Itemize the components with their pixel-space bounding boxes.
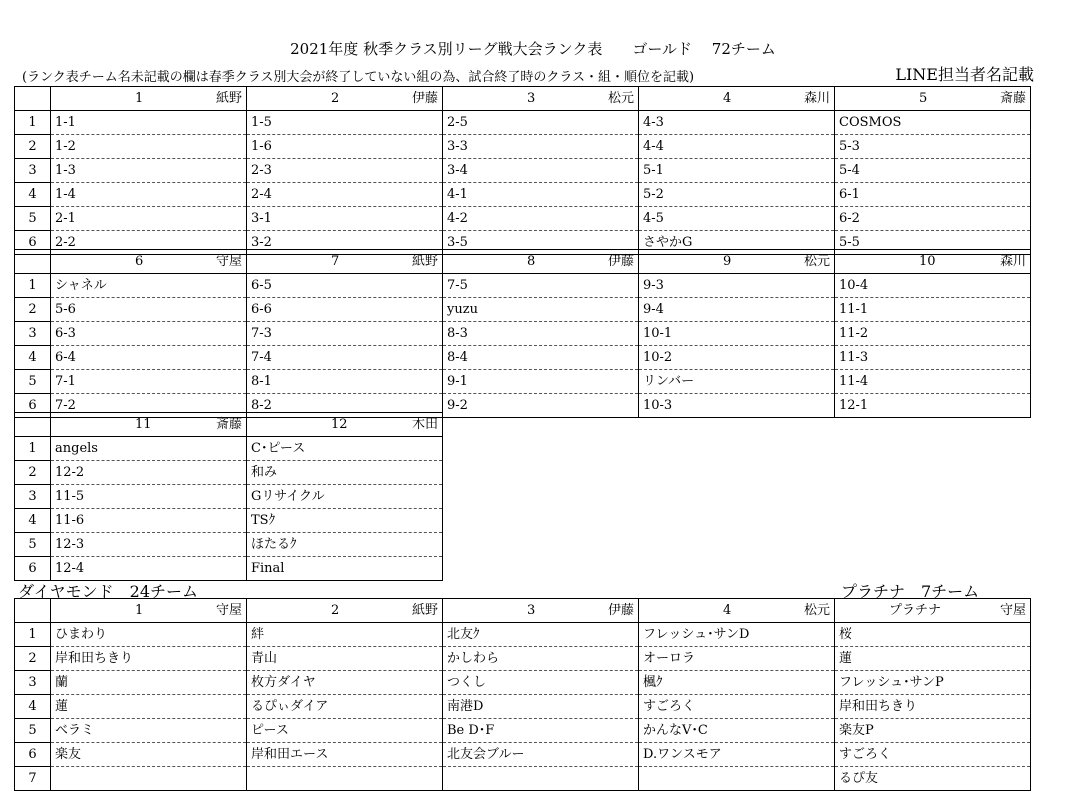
team-cell: 11-2	[835, 322, 1031, 346]
team-cell: フレッシュ･サンD	[639, 623, 835, 647]
group-manager: 松元	[607, 90, 634, 106]
group-header	[639, 599, 835, 623]
team-cell: 6-5	[247, 274, 443, 298]
group-number: プラチナ	[889, 602, 942, 618]
rank-cell: 5	[15, 207, 51, 231]
team-cell: 5-1	[639, 159, 835, 183]
team-cell: オーロラ	[639, 647, 835, 671]
platinum-section-label: プラチナ 7チーム	[841, 582, 980, 601]
table-row	[15, 485, 443, 509]
table-row	[15, 322, 1031, 346]
team-cell: 4-3	[639, 111, 835, 135]
team-cell: 北友会ブルー	[443, 743, 639, 767]
header-corner	[15, 599, 51, 623]
team-cell: 6-6	[247, 298, 443, 322]
team-cell: 楓ｸ	[639, 671, 835, 695]
rank-cell: 1	[15, 623, 51, 647]
group-manager: 守屋	[215, 253, 242, 269]
team-cell: シャネル	[51, 274, 247, 298]
team-cell: 12-3	[51, 533, 247, 557]
table-row	[15, 159, 1031, 183]
group-number: 3	[527, 90, 536, 106]
team-cell: 7-5	[443, 274, 639, 298]
group-number: 12	[331, 416, 348, 432]
table-row	[15, 111, 1031, 135]
group-number: 4	[723, 602, 732, 618]
team-cell: 4-5	[639, 207, 835, 231]
table-row	[15, 461, 443, 485]
rank-cell: 1	[15, 437, 51, 461]
team-cell: 2-4	[247, 183, 443, 207]
team-cell: かんなV･C	[639, 719, 835, 743]
team-cell: 10-4	[835, 274, 1031, 298]
team-cell: リンバー	[639, 370, 835, 394]
team-cell: 6-2	[835, 207, 1031, 231]
team-cell: 2-1	[51, 207, 247, 231]
rank-cell: 6	[15, 557, 51, 581]
team-cell: 5-6	[51, 298, 247, 322]
team-cell: 5-4	[835, 159, 1031, 183]
team-cell: 桜	[835, 623, 1031, 647]
table-row	[15, 437, 443, 461]
rank-cell: 4	[15, 346, 51, 370]
group-header	[835, 87, 1031, 111]
team-cell: 1-4	[51, 183, 247, 207]
table-row	[15, 557, 443, 581]
team-cell: 3-4	[443, 159, 639, 183]
group-number: 6	[135, 253, 144, 269]
team-cell: 蘭	[51, 671, 247, 695]
diamond-table	[14, 598, 1031, 791]
group-manager: 森川	[999, 253, 1026, 269]
header-corner	[15, 413, 51, 437]
rank-cell: 5	[15, 719, 51, 743]
team-cell: 3-5	[443, 231, 639, 255]
gold-table-row1	[14, 86, 1031, 255]
group-number: 7	[331, 253, 340, 269]
group-header	[247, 87, 443, 111]
rank-cell: 6	[15, 231, 51, 255]
rank-cell: 1	[15, 111, 51, 135]
group-manager: 伊藤	[607, 602, 634, 618]
group-number: 5	[919, 90, 928, 106]
team-cell: Be D･F	[443, 719, 639, 743]
gold-table-row2	[14, 249, 1031, 418]
team-cell: ひまわり	[51, 623, 247, 647]
team-cell: フレッシュ･サンP	[835, 671, 1031, 695]
team-cell: 南港D	[443, 695, 639, 719]
group-header	[835, 599, 1031, 623]
team-cell: 8-2	[247, 394, 443, 418]
page-title: 2021年度 秋季クラス別リーグ戦大会ランク表 ゴールド 72チーム	[290, 40, 776, 58]
group-header	[639, 87, 835, 111]
rank-cell: 3	[15, 485, 51, 509]
team-cell: 11-1	[835, 298, 1031, 322]
table-row	[15, 135, 1031, 159]
team-cell: 11-3	[835, 346, 1031, 370]
team-cell: 5-5	[835, 231, 1031, 255]
group-number: 8	[527, 253, 536, 269]
group-number: 10	[919, 253, 936, 269]
team-cell: 7-1	[51, 370, 247, 394]
team-cell: るぴ友	[835, 767, 1031, 791]
team-cell	[247, 767, 443, 791]
team-cell: 5-2	[639, 183, 835, 207]
team-cell: 6-1	[835, 183, 1031, 207]
header-corner	[15, 250, 51, 274]
team-cell: ほたるｸ	[247, 533, 443, 557]
group-number: 9	[723, 253, 732, 269]
team-cell: 12-4	[51, 557, 247, 581]
team-cell: 10-3	[639, 394, 835, 418]
team-cell: 5-3	[835, 135, 1031, 159]
table-row	[15, 346, 1031, 370]
group-number: 11	[135, 416, 152, 432]
team-cell: 9-3	[639, 274, 835, 298]
team-cell: 3-1	[247, 207, 443, 231]
group-manager: 森川	[803, 90, 830, 106]
header-corner	[15, 87, 51, 111]
team-cell: 2-3	[247, 159, 443, 183]
rank-cell: 5	[15, 533, 51, 557]
table-row	[15, 647, 1031, 671]
team-cell: 2-2	[51, 231, 247, 255]
table-row	[15, 298, 1031, 322]
group-manager: 斎藤	[215, 416, 242, 432]
team-cell: 岸和田ちきり	[51, 647, 247, 671]
team-cell: C･ピース	[247, 437, 443, 461]
team-cell: つくし	[443, 671, 639, 695]
team-cell: 8-4	[443, 346, 639, 370]
group-manager: 木田	[411, 416, 438, 432]
group-header	[639, 250, 835, 274]
team-cell: 10-1	[639, 322, 835, 346]
group-header	[247, 250, 443, 274]
team-cell: 楽友	[51, 743, 247, 767]
team-cell: 6-3	[51, 322, 247, 346]
team-cell: 12-2	[51, 461, 247, 485]
group-number: 1	[135, 90, 144, 106]
team-cell: 4-4	[639, 135, 835, 159]
team-cell	[639, 767, 835, 791]
group-header	[247, 599, 443, 623]
group-manager: 紙野	[411, 253, 438, 269]
team-cell: かしわら	[443, 647, 639, 671]
team-cell: 4-1	[443, 183, 639, 207]
team-cell: 2-5	[443, 111, 639, 135]
rank-cell: 6	[15, 394, 51, 418]
rank-cell: 7	[15, 767, 51, 791]
team-cell: 絆	[247, 623, 443, 647]
group-number: 2	[331, 602, 340, 618]
team-cell: 楽友P	[835, 719, 1031, 743]
rank-cell: 3	[15, 322, 51, 346]
team-cell: 7-3	[247, 322, 443, 346]
group-manager: 守屋	[215, 602, 242, 618]
group-header	[443, 250, 639, 274]
team-cell: 岸和田ちきり	[835, 695, 1031, 719]
table-row	[15, 695, 1031, 719]
team-cell: ベラミ	[51, 719, 247, 743]
table-row	[15, 719, 1031, 743]
team-cell: 1-1	[51, 111, 247, 135]
group-manager: 紙野	[411, 602, 438, 618]
table-row	[15, 671, 1031, 695]
team-cell: 8-3	[443, 322, 639, 346]
group-header	[51, 250, 247, 274]
team-cell: すごろく	[639, 695, 835, 719]
gold-table-row3	[14, 412, 443, 581]
rank-cell: 4	[15, 695, 51, 719]
group-manager: 守屋	[999, 602, 1026, 618]
team-cell: 6-4	[51, 346, 247, 370]
rank-cell: 3	[15, 671, 51, 695]
team-cell: 8-1	[247, 370, 443, 394]
table-row	[15, 183, 1031, 207]
team-cell: 和み	[247, 461, 443, 485]
team-cell: angels	[51, 437, 247, 461]
rank-cell: 6	[15, 743, 51, 767]
team-cell: 11-5	[51, 485, 247, 509]
team-cell: 11-6	[51, 509, 247, 533]
group-manager: 斎藤	[999, 90, 1026, 106]
team-cell: 7-2	[51, 394, 247, 418]
group-manager: 松元	[803, 253, 830, 269]
diamond-section-label: ダイヤモンド 24チーム	[18, 582, 199, 601]
team-cell: COSMOS	[835, 111, 1031, 135]
group-header	[51, 87, 247, 111]
group-manager: 松元	[803, 602, 830, 618]
rank-cell: 2	[15, 647, 51, 671]
team-cell: 1-6	[247, 135, 443, 159]
rank-cell: 2	[15, 135, 51, 159]
group-manager: 伊藤	[411, 90, 438, 106]
rank-cell: 3	[15, 159, 51, 183]
team-cell: 青山	[247, 647, 443, 671]
team-cell: 7-4	[247, 346, 443, 370]
team-cell: すごろく	[835, 743, 1031, 767]
table-row	[15, 370, 1031, 394]
group-header	[443, 599, 639, 623]
group-header	[443, 87, 639, 111]
group-header	[51, 599, 247, 623]
table-row	[15, 207, 1031, 231]
rank-cell: 4	[15, 509, 51, 533]
group-number: 2	[331, 90, 340, 106]
team-cell: 岸和田エース	[247, 743, 443, 767]
team-cell: 12-1	[835, 394, 1031, 418]
team-cell: 1-2	[51, 135, 247, 159]
group-number: 1	[135, 602, 144, 618]
group-number: 3	[527, 602, 536, 618]
line-label: LINE担当者名記載	[895, 65, 1034, 84]
team-cell: 9-1	[443, 370, 639, 394]
team-cell: 北友ｸ	[443, 623, 639, 647]
team-cell: Gリサイクル	[247, 485, 443, 509]
group-manager: 紙野	[215, 90, 242, 106]
team-cell: 9-4	[639, 298, 835, 322]
team-cell: TSｸ	[247, 509, 443, 533]
group-manager: 伊藤	[607, 253, 634, 269]
rank-cell: 2	[15, 298, 51, 322]
group-header	[247, 413, 443, 437]
team-cell: 3-3	[443, 135, 639, 159]
team-cell: 9-2	[443, 394, 639, 418]
table-row	[15, 623, 1031, 647]
team-cell: ピース	[247, 719, 443, 743]
rank-cell: 1	[15, 274, 51, 298]
team-cell: 蓮	[835, 647, 1031, 671]
team-cell: 10-2	[639, 346, 835, 370]
team-cell: 1-5	[247, 111, 443, 135]
rank-cell: 2	[15, 461, 51, 485]
rank-cell: 4	[15, 183, 51, 207]
team-cell	[443, 767, 639, 791]
team-cell: 1-3	[51, 159, 247, 183]
group-header	[835, 250, 1031, 274]
team-cell: D.ワンスモア	[639, 743, 835, 767]
table-row	[15, 533, 443, 557]
group-header	[51, 413, 247, 437]
note-text: (ランク表チーム名未記載の欄は春季クラス別大会が終了していない組の為、試合終了時のクラス・組・順位を記載)	[22, 70, 695, 85]
team-cell: さやかG	[639, 231, 835, 255]
team-cell: 3-2	[247, 231, 443, 255]
team-cell: Final	[247, 557, 443, 581]
team-cell	[51, 767, 247, 791]
team-cell: yuzu	[443, 298, 639, 322]
table-row	[15, 509, 443, 533]
table-row	[15, 274, 1031, 298]
rank-cell: 5	[15, 370, 51, 394]
table-row	[15, 767, 1031, 791]
team-cell: 11-4	[835, 370, 1031, 394]
table-row	[15, 743, 1031, 767]
team-cell: 4-2	[443, 207, 639, 231]
team-cell: るぴぃダイア	[247, 695, 443, 719]
team-cell: 枚方ダイヤ	[247, 671, 443, 695]
group-number: 4	[723, 90, 732, 106]
team-cell: 蓮	[51, 695, 247, 719]
